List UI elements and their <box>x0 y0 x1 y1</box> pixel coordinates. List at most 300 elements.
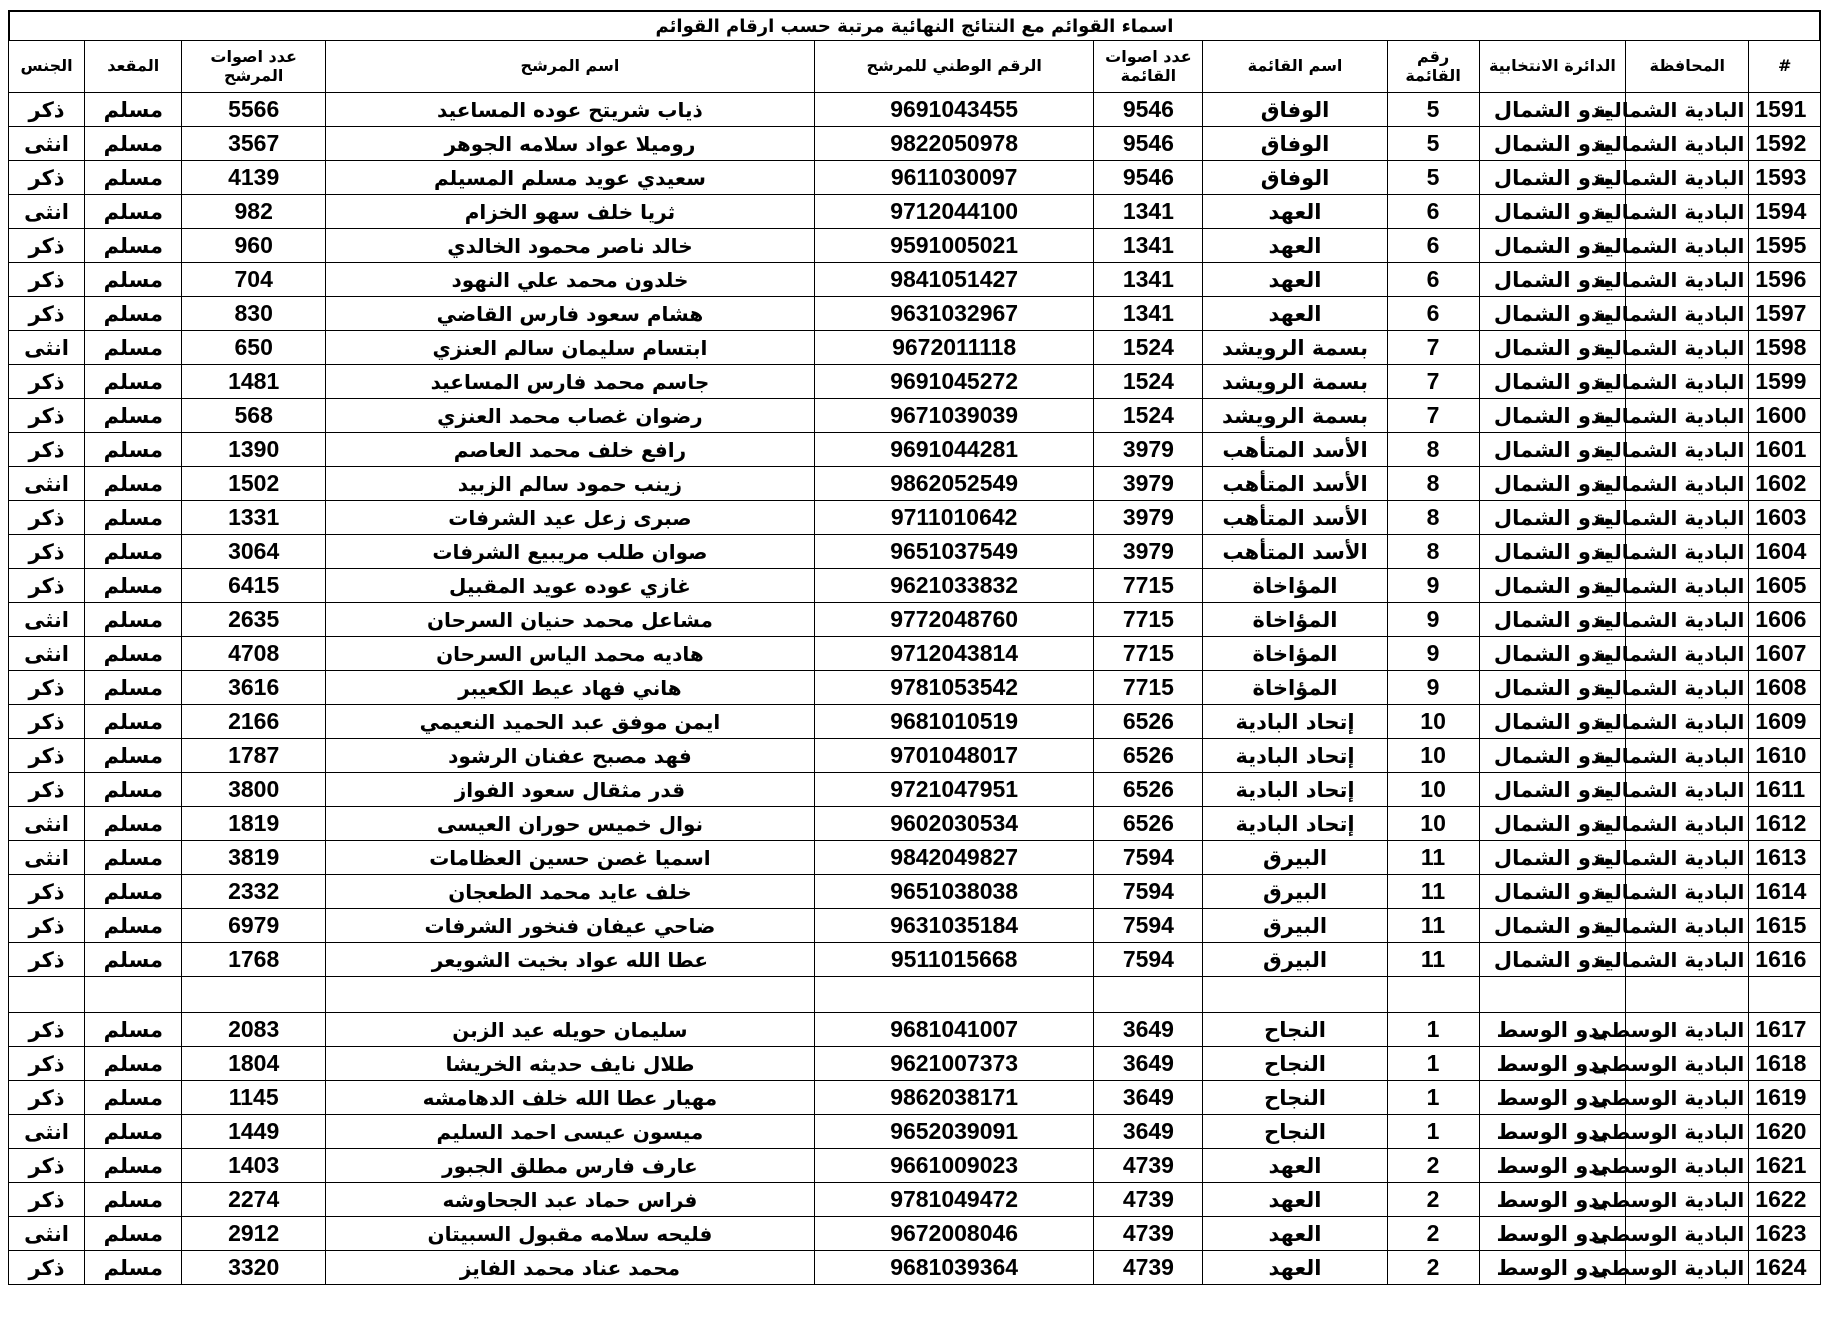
list-number-cell: 9 <box>1387 671 1479 705</box>
results-table <box>8 40 1821 1285</box>
list-name-cell: العهد <box>1203 1149 1387 1183</box>
candidate-name-cell: مهيار عطا الله خلف الدهامشه <box>325 1081 814 1115</box>
candidate-name-cell: زينب حمود سالم الزبيد <box>325 467 814 501</box>
candidate-name-cell: خلف عايد محمد الطعجان <box>325 875 814 909</box>
seat-cell: مسلم <box>85 1081 182 1115</box>
list-name-cell: النجاح <box>1203 1081 1387 1115</box>
candidate-name-cell: قدر مثقال سعود الفواز <box>325 773 814 807</box>
governorate-cell: البادية الشمالية <box>1626 943 1749 977</box>
header-district: الدائرة الانتخابية <box>1479 41 1626 93</box>
candidate-votes-cell: 1403 <box>182 1149 325 1183</box>
list-name-cell: إتحاد البادية <box>1203 739 1387 773</box>
candidate-name-cell: ضاحي عيفان فنخور الشرفات <box>325 909 814 943</box>
list-name-cell: العهد <box>1203 1251 1387 1285</box>
table-row <box>9 1149 1821 1183</box>
candidate-votes-cell: 3800 <box>182 773 325 807</box>
candidate-votes-cell: 6415 <box>182 569 325 603</box>
governorate-cell: البادية الشمالية <box>1626 705 1749 739</box>
list-votes-cell: 1524 <box>1094 331 1203 365</box>
national-id-cell: 9621007373 <box>814 1047 1093 1081</box>
candidate-name-cell: خلدون محمد علي النهود <box>325 263 814 297</box>
governorate-cell: البادية الشمالية <box>1626 807 1749 841</box>
list-number-cell: 1 <box>1387 1081 1479 1115</box>
table-row <box>9 433 1821 467</box>
list-votes-cell: 7594 <box>1094 875 1203 909</box>
seat-cell: مسلم <box>85 1149 182 1183</box>
north-group-rows <box>9 93 1821 977</box>
candidate-name-cell: ميسون عيسى احمد السليم <box>325 1115 814 1149</box>
list-votes-cell: 4739 <box>1094 1251 1203 1285</box>
list-name-cell: الوفاق <box>1203 127 1387 161</box>
district-cell: بدو الشمال <box>1479 807 1626 841</box>
seat-cell: مسلم <box>85 1013 182 1047</box>
list-votes-cell: 6526 <box>1094 705 1203 739</box>
candidate-votes-cell: 1819 <box>182 807 325 841</box>
governorate-cell: البادية الوسطى <box>1626 1217 1749 1251</box>
national-id-cell: 9781049472 <box>814 1183 1093 1217</box>
seat-cell: مسلم <box>85 807 182 841</box>
candidate-votes-cell: 3064 <box>182 535 325 569</box>
seat-cell: مسلم <box>85 637 182 671</box>
list-number-cell: 1 <box>1387 1115 1479 1149</box>
governorate-cell: البادية الشمالية <box>1626 161 1749 195</box>
national-id-cell: 9841051427 <box>814 263 1093 297</box>
governorate-cell: البادية الشمالية <box>1626 433 1749 467</box>
list-name-cell: البيرق <box>1203 841 1387 875</box>
seat-cell: مسلم <box>85 875 182 909</box>
table-row <box>9 501 1821 535</box>
list-name-cell: المؤاخاة <box>1203 603 1387 637</box>
list-name-cell: العهد <box>1203 1217 1387 1251</box>
list-name-cell: العهد <box>1203 297 1387 331</box>
gender-cell: ذكر <box>9 943 85 977</box>
index-cell: 1623 <box>1749 1217 1821 1251</box>
national-id-cell: 9672011118 <box>814 331 1093 365</box>
list-votes-cell: 4739 <box>1094 1217 1203 1251</box>
seat-cell: مسلم <box>85 399 182 433</box>
candidate-votes-cell: 1449 <box>182 1115 325 1149</box>
candidate-name-cell: رضوان غصاب محمد العنزي <box>325 399 814 433</box>
gender-cell: انثى <box>9 467 85 501</box>
header-index: # <box>1749 41 1821 93</box>
list-votes-cell: 3649 <box>1094 1115 1203 1149</box>
gender-cell: ذكر <box>9 1047 85 1081</box>
list-name-cell: إتحاد البادية <box>1203 807 1387 841</box>
list-name-cell: العهد <box>1203 229 1387 263</box>
governorate-cell: البادية الشمالية <box>1626 399 1749 433</box>
governorate-cell: البادية الشمالية <box>1626 467 1749 501</box>
list-votes-cell: 3979 <box>1094 535 1203 569</box>
candidate-votes-cell: 1787 <box>182 739 325 773</box>
governorate-cell: البادية الوسطى <box>1626 1115 1749 1149</box>
list-number-cell: 8 <box>1387 501 1479 535</box>
table-row <box>9 297 1821 331</box>
candidate-votes-cell: 3616 <box>182 671 325 705</box>
index-cell: 1606 <box>1749 603 1821 637</box>
table-row <box>9 263 1821 297</box>
seat-cell: مسلم <box>85 671 182 705</box>
candidate-name-cell: ثريا خلف سهو الخزام <box>325 195 814 229</box>
index-cell: 1617 <box>1749 1013 1821 1047</box>
district-cell: بدو الشمال <box>1479 297 1626 331</box>
index-cell: 1593 <box>1749 161 1821 195</box>
list-number-cell: 5 <box>1387 93 1479 127</box>
governorate-cell: البادية الوسطى <box>1626 1183 1749 1217</box>
seat-cell: مسلم <box>85 705 182 739</box>
national-id-cell: 9681039364 <box>814 1251 1093 1285</box>
governorate-cell: البادية الشمالية <box>1626 909 1749 943</box>
list-number-cell: 8 <box>1387 535 1479 569</box>
list-name-cell: البيرق <box>1203 943 1387 977</box>
governorate-cell: البادية الشمالية <box>1626 331 1749 365</box>
table-row <box>9 739 1821 773</box>
gender-cell: ذكر <box>9 1081 85 1115</box>
candidate-name-cell: عارف فارس مطلق الجبور <box>325 1149 814 1183</box>
seat-cell: مسلم <box>85 467 182 501</box>
governorate-cell: البادية الوسطى <box>1626 1047 1749 1081</box>
list-name-cell: إتحاد البادية <box>1203 705 1387 739</box>
national-id-cell: 9712044100 <box>814 195 1093 229</box>
index-cell: 1619 <box>1749 1081 1821 1115</box>
district-cell: بدو الشمال <box>1479 161 1626 195</box>
gender-cell: ذكر <box>9 93 85 127</box>
candidate-votes-cell: 5566 <box>182 93 325 127</box>
list-votes-cell: 3649 <box>1094 1013 1203 1047</box>
header-national-id: الرقم الوطني للمرشح <box>814 41 1093 93</box>
gender-cell: ذكر <box>9 297 85 331</box>
index-cell: 1603 <box>1749 501 1821 535</box>
index-cell: 1614 <box>1749 875 1821 909</box>
candidate-name-cell: صبرى زعل عيد الشرفات <box>325 501 814 535</box>
list-number-cell: 11 <box>1387 841 1479 875</box>
list-number-cell: 11 <box>1387 875 1479 909</box>
candidate-votes-cell: 3567 <box>182 127 325 161</box>
table-row <box>9 875 1821 909</box>
list-votes-cell: 6526 <box>1094 807 1203 841</box>
table-row <box>9 1183 1821 1217</box>
list-name-cell: العهد <box>1203 1183 1387 1217</box>
seat-cell: مسلم <box>85 1115 182 1149</box>
candidate-name-cell: خالد ناصر محمود الخالدي <box>325 229 814 263</box>
national-id-cell: 9772048760 <box>814 603 1093 637</box>
candidate-name-cell: فراس حماد عبد الجحاوشه <box>325 1183 814 1217</box>
district-cell: بدو الوسط <box>1479 1047 1626 1081</box>
governorate-cell: البادية الشمالية <box>1626 603 1749 637</box>
table-row <box>9 467 1821 501</box>
list-name-cell: بسمة الرويشد <box>1203 399 1387 433</box>
candidate-votes-cell: 1481 <box>182 365 325 399</box>
district-cell: بدو الوسط <box>1479 1081 1626 1115</box>
candidate-name-cell: ذياب شريتح عوده المساعيد <box>325 93 814 127</box>
seat-cell: مسلم <box>85 1217 182 1251</box>
list-votes-cell: 1341 <box>1094 263 1203 297</box>
district-cell: بدو الشمال <box>1479 909 1626 943</box>
seat-cell: مسلم <box>85 569 182 603</box>
table-row <box>9 195 1821 229</box>
gender-cell: ذكر <box>9 1251 85 1285</box>
gender-cell: انثى <box>9 1115 85 1149</box>
candidate-name-cell: فليحه سلامه مقبول السبيتان <box>325 1217 814 1251</box>
list-votes-cell: 3979 <box>1094 467 1203 501</box>
gender-cell: انثى <box>9 603 85 637</box>
gender-cell: ذكر <box>9 399 85 433</box>
list-number-cell: 5 <box>1387 127 1479 161</box>
seat-cell: مسلم <box>85 263 182 297</box>
national-id-cell: 9672008046 <box>814 1217 1093 1251</box>
candidate-name-cell: روميلا عواد سلامه الجوهر <box>325 127 814 161</box>
candidate-votes-cell: 1804 <box>182 1047 325 1081</box>
candidate-votes-cell: 4708 <box>182 637 325 671</box>
seat-cell: مسلم <box>85 161 182 195</box>
list-name-cell: المؤاخاة <box>1203 637 1387 671</box>
district-cell: بدو الشمال <box>1479 365 1626 399</box>
candidate-name-cell: جاسم محمد فارس المساعيد <box>325 365 814 399</box>
list-name-cell: الأسد المتأهب <box>1203 535 1387 569</box>
gender-cell: ذكر <box>9 705 85 739</box>
national-id-cell: 9652039091 <box>814 1115 1093 1149</box>
candidate-name-cell: اسميا غصن حسين العظامات <box>325 841 814 875</box>
district-cell: بدو الشمال <box>1479 705 1626 739</box>
district-cell: بدو الوسط <box>1479 1149 1626 1183</box>
table-row <box>9 1081 1821 1115</box>
group-separator <box>9 977 1821 1013</box>
list-number-cell: 1 <box>1387 1013 1479 1047</box>
governorate-cell: البادية الشمالية <box>1626 93 1749 127</box>
seat-cell: مسلم <box>85 1047 182 1081</box>
list-number-cell: 6 <box>1387 195 1479 229</box>
governorate-cell: البادية الشمالية <box>1626 263 1749 297</box>
header-list-votes: عدد اصوات القائمة <box>1094 41 1203 93</box>
district-cell: بدو الوسط <box>1479 1115 1626 1149</box>
list-number-cell: 6 <box>1387 263 1479 297</box>
national-id-cell: 9631032967 <box>814 297 1093 331</box>
gender-cell: ذكر <box>9 773 85 807</box>
list-number-cell: 1 <box>1387 1047 1479 1081</box>
list-number-cell: 8 <box>1387 467 1479 501</box>
index-cell: 1607 <box>1749 637 1821 671</box>
gender-cell: ذكر <box>9 263 85 297</box>
list-number-cell: 2 <box>1387 1217 1479 1251</box>
national-id-cell: 9862038171 <box>814 1081 1093 1115</box>
national-id-cell: 9701048017 <box>814 739 1093 773</box>
governorate-cell: البادية الشمالية <box>1626 195 1749 229</box>
national-id-cell: 9591005021 <box>814 229 1093 263</box>
district-cell: بدو الشمال <box>1479 399 1626 433</box>
district-cell: بدو الشمال <box>1479 433 1626 467</box>
list-name-cell: العهد <box>1203 263 1387 297</box>
governorate-cell: البادية الشمالية <box>1626 637 1749 671</box>
seat-cell: مسلم <box>85 365 182 399</box>
table-row <box>9 637 1821 671</box>
governorate-cell: البادية الوسطى <box>1626 1251 1749 1285</box>
list-number-cell: 7 <box>1387 331 1479 365</box>
national-id-cell: 9621033832 <box>814 569 1093 603</box>
index-cell: 1622 <box>1749 1183 1821 1217</box>
list-votes-cell: 7715 <box>1094 671 1203 705</box>
list-votes-cell: 1341 <box>1094 229 1203 263</box>
list-name-cell: العهد <box>1203 195 1387 229</box>
list-votes-cell: 4739 <box>1094 1183 1203 1217</box>
governorate-cell: البادية الشمالية <box>1626 841 1749 875</box>
index-cell: 1616 <box>1749 943 1821 977</box>
gender-cell: ذكر <box>9 569 85 603</box>
national-id-cell: 9691045272 <box>814 365 1093 399</box>
district-cell: بدو الوسط <box>1479 1183 1626 1217</box>
index-cell: 1605 <box>1749 569 1821 603</box>
candidate-name-cell: طلال نايف حديثه الخريشا <box>325 1047 814 1081</box>
gender-cell: ذكر <box>9 1183 85 1217</box>
candidate-votes-cell: 2083 <box>182 1013 325 1047</box>
district-cell: بدو الشمال <box>1479 841 1626 875</box>
candidate-votes-cell: 6979 <box>182 909 325 943</box>
candidate-votes-cell: 2166 <box>182 705 325 739</box>
gender-cell: انثى <box>9 1217 85 1251</box>
header-candidate-name: اسم المرشح <box>325 41 814 93</box>
table-row <box>9 603 1821 637</box>
list-name-cell: المؤاخاة <box>1203 671 1387 705</box>
list-number-cell: 11 <box>1387 943 1479 977</box>
district-cell: بدو الوسط <box>1479 1013 1626 1047</box>
list-number-cell: 10 <box>1387 807 1479 841</box>
index-cell: 1624 <box>1749 1251 1821 1285</box>
table-row <box>9 943 1821 977</box>
list-number-cell: 11 <box>1387 909 1479 943</box>
index-cell: 1608 <box>1749 671 1821 705</box>
candidate-votes-cell: 1145 <box>182 1081 325 1115</box>
district-cell: بدو الشمال <box>1479 331 1626 365</box>
governorate-cell: البادية الشمالية <box>1626 297 1749 331</box>
list-number-cell: 6 <box>1387 297 1479 331</box>
index-cell: 1600 <box>1749 399 1821 433</box>
national-id-cell: 9611030097 <box>814 161 1093 195</box>
candidate-votes-cell: 3320 <box>182 1251 325 1285</box>
governorate-cell: البادية الشمالية <box>1626 127 1749 161</box>
governorate-cell: البادية الشمالية <box>1626 569 1749 603</box>
list-name-cell: الأسد المتأهب <box>1203 433 1387 467</box>
table-row <box>9 1251 1821 1285</box>
governorate-cell: البادية الشمالية <box>1626 501 1749 535</box>
national-id-cell: 9862052549 <box>814 467 1093 501</box>
header-list-name: اسم القائمة <box>1203 41 1387 93</box>
gender-cell: ذكر <box>9 433 85 467</box>
index-cell: 1604 <box>1749 535 1821 569</box>
gender-cell: ذكر <box>9 909 85 943</box>
national-id-cell: 9681010519 <box>814 705 1093 739</box>
candidate-votes-cell: 1331 <box>182 501 325 535</box>
candidate-name-cell: فهد مصبح عفنان الرشود <box>325 739 814 773</box>
seat-cell: مسلم <box>85 331 182 365</box>
district-cell: بدو الشمال <box>1479 467 1626 501</box>
index-cell: 1591 <box>1749 93 1821 127</box>
index-cell: 1618 <box>1749 1047 1821 1081</box>
seat-cell: مسلم <box>85 127 182 161</box>
candidate-votes-cell: 3819 <box>182 841 325 875</box>
gender-cell: ذكر <box>9 535 85 569</box>
list-votes-cell: 3649 <box>1094 1047 1203 1081</box>
district-cell: بدو الشمال <box>1479 195 1626 229</box>
national-id-cell: 9631035184 <box>814 909 1093 943</box>
index-cell: 1615 <box>1749 909 1821 943</box>
table-row <box>9 93 1821 127</box>
national-id-cell: 9691043455 <box>814 93 1093 127</box>
candidate-votes-cell: 2332 <box>182 875 325 909</box>
list-name-cell: المؤاخاة <box>1203 569 1387 603</box>
index-cell: 1594 <box>1749 195 1821 229</box>
list-votes-cell: 7715 <box>1094 637 1203 671</box>
list-number-cell: 10 <box>1387 705 1479 739</box>
list-name-cell: البيرق <box>1203 909 1387 943</box>
seat-cell: مسلم <box>85 841 182 875</box>
gender-cell: انثى <box>9 841 85 875</box>
seat-cell: مسلم <box>85 229 182 263</box>
national-id-cell: 9681041007 <box>814 1013 1093 1047</box>
district-cell: بدو الشمال <box>1479 263 1626 297</box>
table-row <box>9 229 1821 263</box>
index-cell: 1610 <box>1749 739 1821 773</box>
governorate-cell: البادية الوسطى <box>1626 1081 1749 1115</box>
gender-cell: ذكر <box>9 739 85 773</box>
list-number-cell: 10 <box>1387 773 1479 807</box>
national-id-cell: 9511015668 <box>814 943 1093 977</box>
national-id-cell: 9602030534 <box>814 807 1093 841</box>
district-cell: بدو الشمال <box>1479 229 1626 263</box>
index-cell: 1599 <box>1749 365 1821 399</box>
gender-cell: ذكر <box>9 1013 85 1047</box>
list-votes-cell: 3649 <box>1094 1081 1203 1115</box>
table-row <box>9 671 1821 705</box>
list-votes-cell: 4739 <box>1094 1149 1203 1183</box>
seat-cell: مسلم <box>85 93 182 127</box>
table-row <box>9 399 1821 433</box>
table-row <box>9 161 1821 195</box>
district-cell: بدو الشمال <box>1479 739 1626 773</box>
national-id-cell: 9822050978 <box>814 127 1093 161</box>
list-number-cell: 7 <box>1387 365 1479 399</box>
candidate-name-cell: ايمن موفق عبد الحميد النعيمي <box>325 705 814 739</box>
seat-cell: مسلم <box>85 297 182 331</box>
candidate-votes-cell: 568 <box>182 399 325 433</box>
candidate-name-cell: سليمان حويله عيد الزبن <box>325 1013 814 1047</box>
list-name-cell: الأسد المتأهب <box>1203 467 1387 501</box>
district-cell: بدو الشمال <box>1479 671 1626 705</box>
national-id-cell: 9781053542 <box>814 671 1093 705</box>
header-seat: المقعد <box>85 41 182 93</box>
candidate-votes-cell: 650 <box>182 331 325 365</box>
middle-group-rows <box>9 1013 1821 1285</box>
list-votes-cell: 9546 <box>1094 161 1203 195</box>
list-votes-cell: 7594 <box>1094 841 1203 875</box>
index-cell: 1602 <box>1749 467 1821 501</box>
list-votes-cell: 1341 <box>1094 195 1203 229</box>
district-cell: بدو الشمال <box>1479 637 1626 671</box>
table-row <box>9 807 1821 841</box>
index-cell: 1596 <box>1749 263 1821 297</box>
table-row <box>9 841 1821 875</box>
candidate-votes-cell: 830 <box>182 297 325 331</box>
list-number-cell: 6 <box>1387 229 1479 263</box>
list-votes-cell: 7594 <box>1094 909 1203 943</box>
candidate-name-cell: نوال خميس حوران العيسى <box>325 807 814 841</box>
list-number-cell: 7 <box>1387 399 1479 433</box>
index-cell: 1612 <box>1749 807 1821 841</box>
seat-cell: مسلم <box>85 603 182 637</box>
district-cell: بدو الشمال <box>1479 569 1626 603</box>
seat-cell: مسلم <box>85 943 182 977</box>
candidate-name-cell: غازي عوده عويد المقبيل <box>325 569 814 603</box>
gender-cell: ذكر <box>9 671 85 705</box>
governorate-cell: البادية الشمالية <box>1626 229 1749 263</box>
candidate-name-cell: محمد عناد محمد الفايز <box>325 1251 814 1285</box>
